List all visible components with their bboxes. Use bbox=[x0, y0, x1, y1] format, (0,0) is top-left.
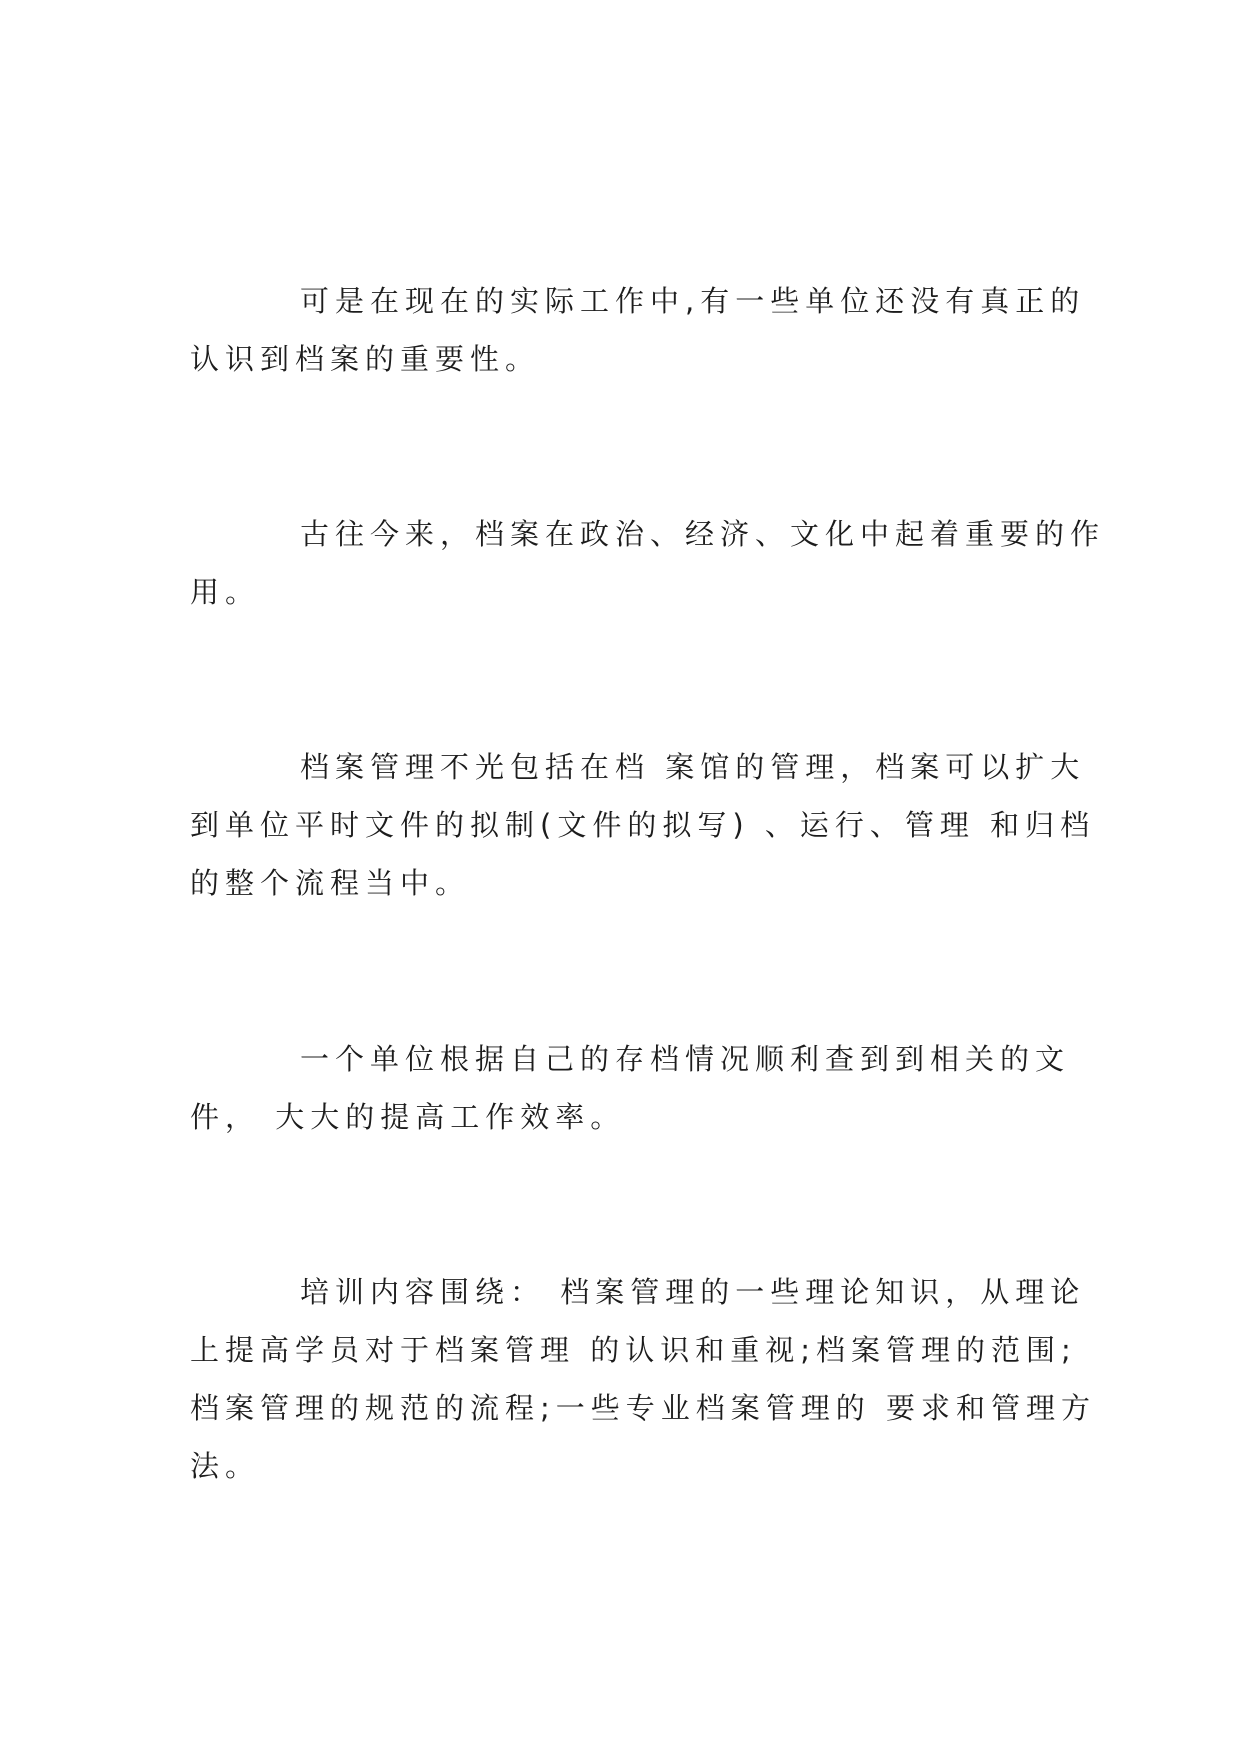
paragraph-line: 的整个流程当中。 bbox=[190, 866, 471, 900]
paragraph-line: 法。 bbox=[190, 1449, 261, 1483]
paragraph-line: 一个单位根据自己的存档情况顺利查到到相关的文 bbox=[300, 1042, 1071, 1076]
paragraph-line: 档案管理的规范的流程;一些专业档案管理的 要求和管理方 bbox=[190, 1391, 1096, 1425]
paragraph-line: 档案管理不光包括在档 案馆的管理，档案可以扩大 bbox=[300, 750, 1086, 784]
paragraph-line: 培训内容围绕： 档案管理的一些理论知识，从理论 bbox=[300, 1275, 1086, 1309]
paragraph bbox=[190, 1263, 1096, 1495]
paragraph-line: 上提高学员对于档案管理 的认识和重视;档案管理的范围; bbox=[190, 1333, 1077, 1367]
paragraph-line: 可是在现在的实际工作中,有一些单位还没有真正的 bbox=[300, 284, 1086, 318]
paragraph bbox=[190, 738, 1096, 912]
paragraph-line: 用。 bbox=[190, 575, 261, 609]
paragraph-line: 认识到档案的重要性。 bbox=[190, 342, 541, 376]
paragraph-line: 件， 大大的提高工作效率。 bbox=[190, 1100, 626, 1134]
paragraph bbox=[190, 272, 1086, 388]
paragraph-line: 到单位平时文件的拟制(文件的拟写) 、运行、管理 和归档 bbox=[190, 808, 1096, 842]
paragraph bbox=[190, 505, 1106, 621]
paragraph-line: 古往今来，档案在政治、经济、文化中起着重要的作 bbox=[300, 517, 1106, 551]
paragraph bbox=[190, 1030, 1071, 1146]
